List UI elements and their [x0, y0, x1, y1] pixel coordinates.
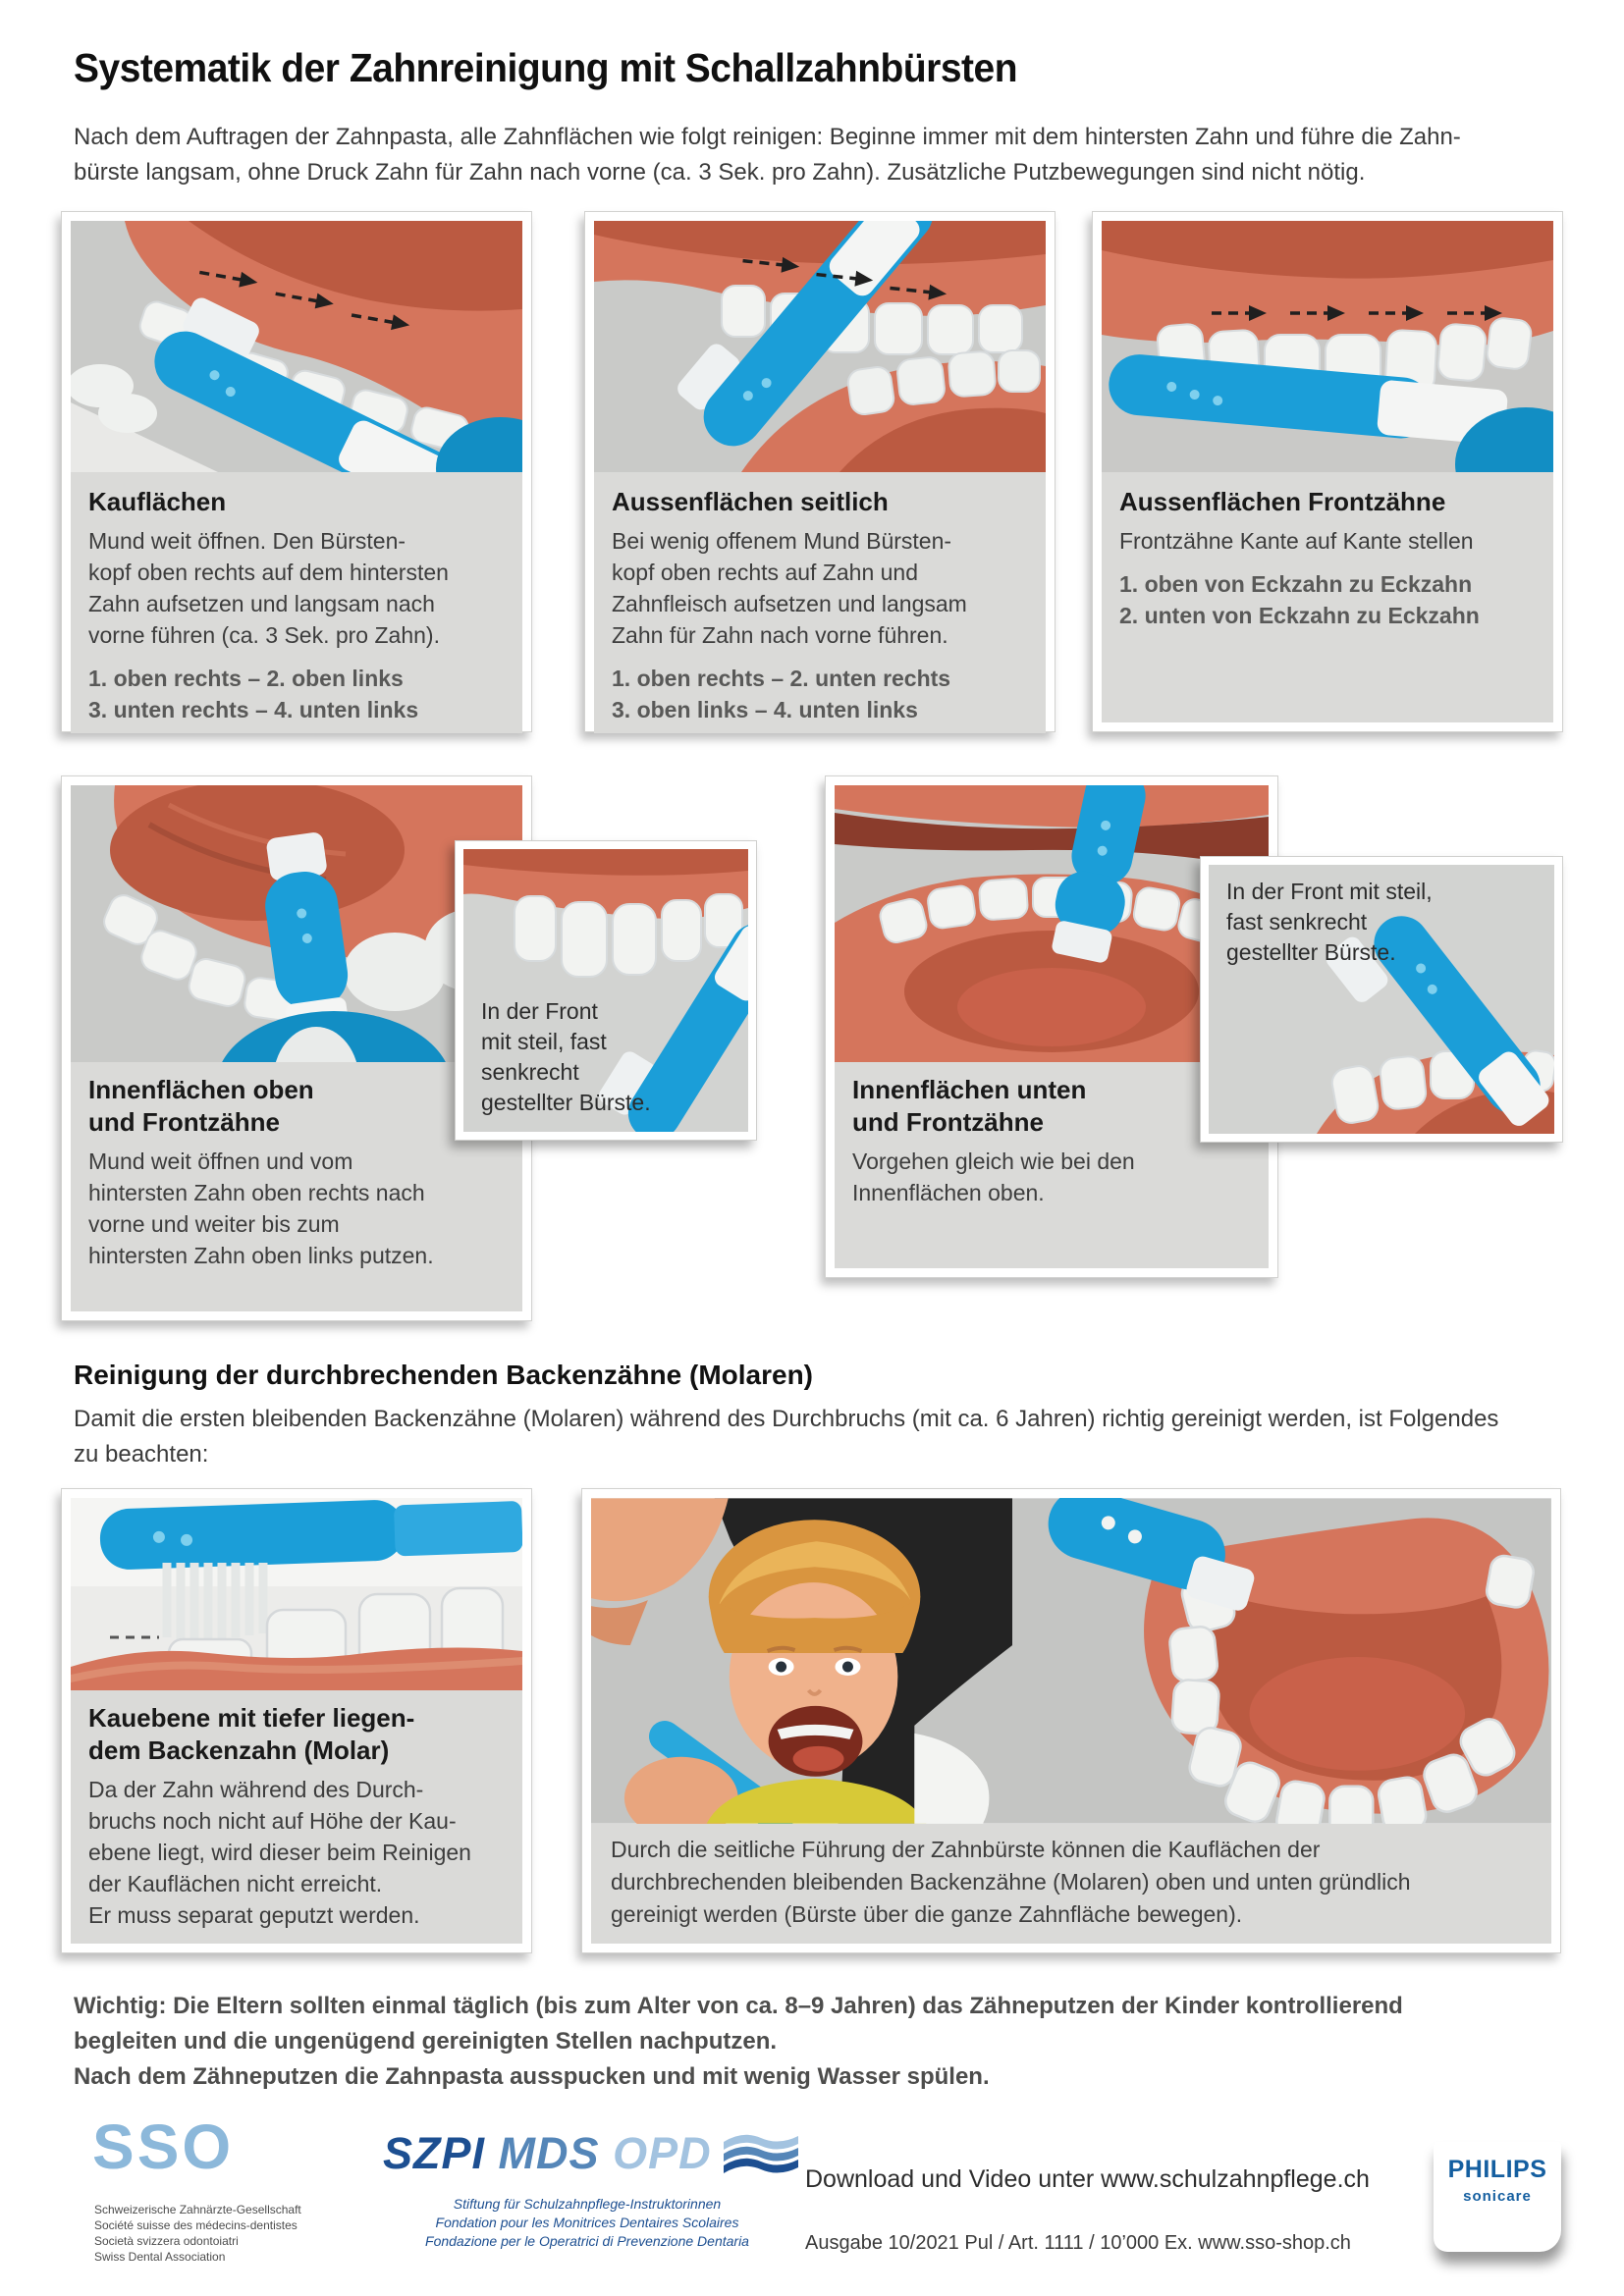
panel-body: [612, 525, 1028, 651]
panel-title: und Frontzähne: [88, 1107, 280, 1137]
philips-wordmark: PHILIPS: [1447, 2156, 1547, 2183]
sso-logo-text: [94, 2202, 301, 2265]
callout-line: In der Front: [481, 998, 598, 1024]
panel-aussenflaechen-frontzaehne: [1092, 211, 1563, 732]
caption-line: gereinigt werden (Bürste über die ganze Zahnfläche bewegen).: [611, 1901, 1243, 1927]
panel-title: Aussenflächen Frontzähne: [1119, 487, 1446, 516]
panel-molaren: [581, 1488, 1561, 1953]
step-line: 2. unten von Eckzahn zu Eckzahn: [1119, 603, 1480, 628]
step-line: 1. oben von Eckzahn zu Eckzahn: [1119, 571, 1473, 597]
body-line: vorne führen (ca. 3 Sek. pro Zahn).: [88, 622, 440, 648]
panel-steps: [1119, 568, 1536, 631]
panel-text: [71, 1690, 522, 1944]
important-line: begleiten und die ungenügend gereinigten Stellen nachputzen.: [74, 2028, 778, 2055]
body-line: bruchs noch nicht auf Höhe der Kau-: [88, 1808, 457, 1834]
sonicare-wordmark: sonicare: [1463, 2188, 1532, 2205]
step-line: 3. unten rechts – 4. unten links: [88, 697, 419, 722]
szpi-logo-text: [381, 2195, 793, 2251]
sso-line: Schweizerische Zahnärzte-Gesellschaft: [94, 2203, 301, 2216]
sso-line: Società svizzera odontoiatri: [94, 2234, 239, 2248]
important-line: Nach dem Zähneputzen die Zahnpasta ausspucken und mit wenig Wasser spülen.: [74, 2063, 990, 2090]
body-line: Zahn aufsetzen und langsam nach: [88, 591, 435, 616]
step-line: 3. oben links – 4. unten links: [612, 697, 918, 722]
body-line: Er muss separat geputzt werden.: [88, 1902, 420, 1928]
molar-panel-images: [591, 1498, 1551, 1824]
sso-logo: SSO: [92, 2111, 235, 2182]
body-line: hintersten Zahn oben rechts nach: [88, 1180, 425, 1205]
callout-line: In der Front mit steil,: [1226, 879, 1433, 904]
body-line: Mund weit öffnen und vom: [88, 1148, 353, 1174]
szpi-logo: [383, 2128, 712, 2179]
step-line: 1. oben rechts – 2. unten rechts: [612, 666, 951, 691]
page-title: Systematik der Zahnreinigung mit Schallzahnbürsten: [74, 45, 1018, 90]
molar-caption: [591, 1824, 1551, 1944]
panel-title: und Frontzähne: [852, 1107, 1044, 1137]
callout-text: [481, 996, 651, 1118]
body-line: Zahnfleisch aufsetzen und langsam: [612, 591, 967, 616]
body-line: kopf oben rechts auf dem hintersten: [88, 560, 449, 585]
body-line: Bei wenig offenem Mund Bürsten-: [612, 528, 952, 554]
body-line: hintersten Zahn oben links putzen.: [88, 1243, 434, 1268]
body-line: vorne und weiter bis zum: [88, 1211, 340, 1237]
szpi-word: SZPI: [383, 2128, 486, 2178]
aussenflaechen-frontzaehne-illustration: [1102, 221, 1553, 472]
kauebene-illustration: [71, 1498, 522, 1690]
body-line: Mund weit öffnen. Den Bürsten-: [88, 528, 406, 554]
kauflaechen-illustration: [71, 221, 522, 472]
body-line: Vorgehen gleich wie bei den: [852, 1148, 1135, 1174]
szpi-word: MDS: [498, 2128, 600, 2178]
panel-steps: [612, 663, 1028, 725]
panel-body: [88, 1146, 505, 1271]
callout-text: [1226, 877, 1433, 968]
sso-line: Société suisse des médecins-dentistes: [94, 2218, 298, 2232]
download-note: Download und Video unter www.schulzahnpflege.ch: [805, 2165, 1370, 2193]
szpi-line: Stiftung für Schulzahnpflege-Instruktorinnen: [453, 2196, 722, 2212]
panel-kauflaechen: [61, 211, 532, 732]
callout-line: gestellter Bürste.: [481, 1090, 651, 1115]
body-line: Innenflächen oben.: [852, 1180, 1045, 1205]
callout-front-right: [1200, 856, 1563, 1143]
caption-line: Durch die seitliche Führung der Zahnbürste können die Kauflächen der: [611, 1837, 1321, 1862]
panel-text: [1102, 472, 1553, 722]
important-line: Wichtig: Die Eltern sollten einmal täglich (bis zum Alter von ca. 8–9 Jahren) das Zähneputzen der Kinder kontrollierend: [74, 1993, 1403, 2019]
panel-aussenflaechen-seitlich: [584, 211, 1056, 732]
panel-title: Aussenflächen seitlich: [612, 487, 889, 516]
panel-title: dem Backenzahn (Molar): [88, 1735, 390, 1765]
panel-kauebene: [61, 1488, 532, 1953]
sso-line: Swiss Dental Association: [94, 2250, 226, 2264]
intro-line: Nach dem Auftragen der Zahnpasta, alle Zahnflächen wie folgt reinigen: Beginne immer mit dem hintersten Zahn und führe die Zahn-: [74, 124, 1461, 150]
szpi-line: Fondation pour les Monitrices Dentaires Scolaires: [435, 2215, 739, 2230]
callout-inner: [463, 849, 748, 1132]
important-note: [74, 1989, 1403, 2095]
section2-heading: Reinigung der durchbrechenden Backenzähne (Molaren): [74, 1360, 814, 1390]
intro-line: bürste langsam, ohne Druck Zahn für Zahn nach vorne (ca. 3 Sek. pro Zahn). Zusätzliche Putzbewegungen sind nicht nötig.: [74, 159, 1366, 186]
szpi-word: OPD: [613, 2128, 712, 2178]
panel-text: [71, 472, 522, 733]
panel-body: [88, 1774, 505, 1931]
body-line: Da der Zahn während des Durch-: [88, 1777, 424, 1802]
philips-sonicare-logo: [1434, 2142, 1561, 2252]
child-brushing-photo: [591, 1498, 1012, 1824]
lower-jaw-illustration: [1012, 1498, 1551, 1824]
callout-front-left: [455, 840, 757, 1141]
section2-line: zu beachten:: [74, 1441, 209, 1468]
panel-title: Kauflächen: [88, 487, 227, 516]
section2-line: Damit die ersten bleibenden Backenzähne (Molaren) während des Durchbruchs (mit ca. 6 Jahren) richtig gereinigt werden, ist Folgendes: [74, 1406, 1499, 1432]
callout-line: mit steil, fast: [481, 1029, 607, 1054]
callout-line: gestellter Bürste.: [1226, 939, 1396, 965]
panel-body: [852, 1146, 1251, 1208]
callout-inner: [1209, 865, 1554, 1134]
step-line: 1. oben rechts – 2. oben links: [88, 666, 404, 691]
intro-paragraph: [74, 120, 1461, 190]
szpi-wave-icon: [722, 2128, 800, 2179]
callout-line: senkrecht: [481, 1059, 579, 1085]
body-line: der Kauflächen nicht erreicht.: [88, 1871, 383, 1896]
body-line: Frontzähne Kante auf Kante stellen: [1119, 528, 1474, 554]
body-line: Zahn für Zahn nach vorne führen.: [612, 622, 948, 648]
panel-body: [88, 525, 505, 651]
szpi-line: Fondazione per le Operatrici di Prevenzione Dentaria: [425, 2233, 749, 2249]
caption-line: durchbrechenden bleibenden Backenzähne (Molaren) oben und unten gründlich: [611, 1869, 1411, 1895]
panel-title: Kauebene mit tiefer liegen-: [88, 1703, 415, 1733]
body-line: ebene liegt, wird dieser beim Reinigen: [88, 1840, 471, 1865]
panel-body: [1119, 525, 1536, 557]
section2-intro: [74, 1402, 1498, 1472]
body-line: kopf oben rechts auf Zahn und: [612, 560, 918, 585]
panel-title: Innenflächen unten: [852, 1075, 1087, 1104]
panel-steps: [88, 663, 505, 725]
aussenflaechen-seitlich-illustration: [594, 221, 1046, 472]
panel-title: Innenflächen oben: [88, 1075, 314, 1104]
callout-line: fast senkrecht: [1226, 909, 1368, 934]
panel-text: [594, 472, 1046, 733]
issue-note: Ausgabe 10/2021 Pul / Art. 1111 / 10’000 Ex. www.sso-shop.ch: [805, 2232, 1351, 2254]
